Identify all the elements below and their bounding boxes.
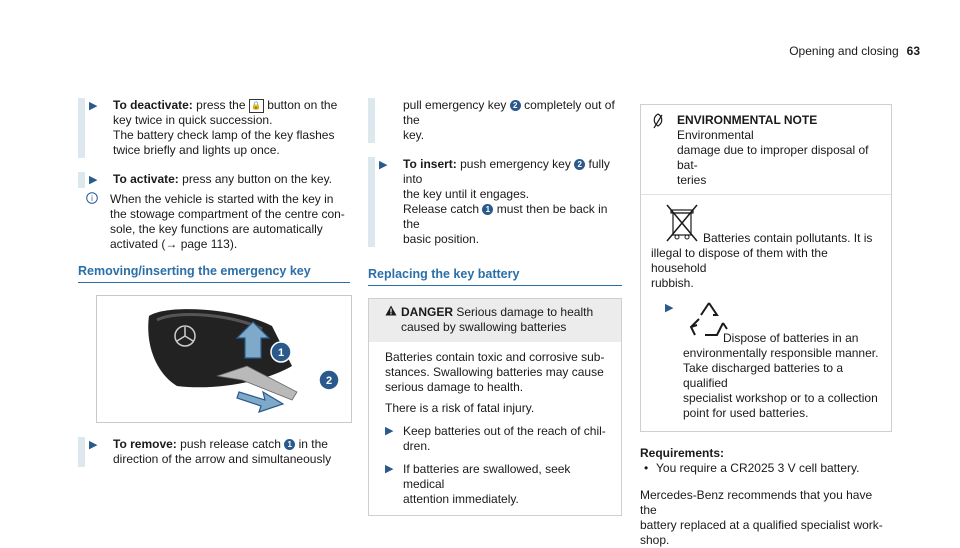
text: button on the xyxy=(267,98,338,112)
text: in the xyxy=(298,437,328,451)
callout-1-badge: 1 xyxy=(284,439,295,450)
text: shop. xyxy=(640,533,670,547)
step-arrow-icon: ▶ xyxy=(89,439,98,451)
section-heading-battery: Replacing the key battery xyxy=(368,267,622,286)
callout-1-badge: 1 xyxy=(482,204,493,215)
text: key. xyxy=(403,128,425,142)
step-remove-continued xyxy=(368,98,622,143)
callout-2 xyxy=(319,370,339,390)
step-arrow-icon: ▶ xyxy=(89,174,98,186)
text: Keep batteries out of the reach of chil- xyxy=(403,424,606,438)
svg-text:1: 1 xyxy=(277,347,285,359)
text: The battery check lamp of the key flashes xyxy=(113,128,335,142)
step-activate xyxy=(78,172,350,188)
text: Take discharged batteries to a qualified xyxy=(683,361,844,390)
svg-text:i: i xyxy=(91,194,93,203)
text: push emergency key xyxy=(460,157,571,171)
text: attention immediately. xyxy=(403,492,519,506)
danger-label: DANGER xyxy=(401,305,454,319)
text: direction of the arrow and simultaneously xyxy=(113,452,332,466)
danger-header xyxy=(369,299,621,342)
step-deactivate xyxy=(78,98,350,158)
bullet-dot: • xyxy=(644,461,649,475)
recycling-icon xyxy=(687,299,731,343)
text: basic position. xyxy=(403,232,480,246)
text: point for used batteries. xyxy=(683,406,809,420)
step-remove xyxy=(78,437,350,467)
environmental-note-body xyxy=(641,195,891,431)
text: press any button on the key. xyxy=(182,172,333,186)
step-arrow-icon: ▶ xyxy=(385,425,394,437)
lock-icon: 🔒 xyxy=(249,99,264,113)
recommendation-paragraph xyxy=(640,488,892,548)
danger-body xyxy=(369,342,621,515)
section-title: Opening and closing xyxy=(789,44,899,58)
text: Mercedes-Benz recommends that you have the xyxy=(640,488,873,517)
text: Serious damage to health xyxy=(456,305,594,319)
insert-label: To insert: xyxy=(403,157,457,171)
text: illegal to dispose of them with the household xyxy=(651,246,828,275)
text: press the xyxy=(196,98,246,112)
env-label: ENVIRONMENTAL NOTE xyxy=(677,113,818,127)
step-bar xyxy=(368,98,375,143)
section-heading-emergency-key: Removing/inserting the emergency key xyxy=(78,264,350,283)
step-bar xyxy=(78,98,85,158)
svg-text:2: 2 xyxy=(325,375,333,387)
info-note xyxy=(78,192,350,252)
text: key twice in quick succession. xyxy=(113,113,273,127)
step-bar xyxy=(78,172,85,188)
text: Environmental xyxy=(677,128,754,142)
callout-2-badge: 2 xyxy=(574,159,585,170)
environmental-note-header xyxy=(641,105,891,195)
text: stances. Swallowing batteries may cause xyxy=(385,365,604,379)
text: serious damage to health. xyxy=(385,380,524,394)
remove-label: To remove: xyxy=(113,437,177,451)
text: Batteries contain pollutants. It is xyxy=(703,231,873,245)
environmental-note-box xyxy=(640,104,892,432)
column-left xyxy=(78,98,350,481)
text: If batteries are swallowed, seek medical xyxy=(403,462,571,491)
callout-1 xyxy=(271,342,291,362)
text: battery replaced at a qualified specialist work- xyxy=(640,518,883,532)
text: Release catch xyxy=(403,202,480,216)
text: Batteries contain toxic and corrosive sub- xyxy=(385,350,605,364)
step-arrow-icon: ▶ xyxy=(379,159,388,171)
danger-step xyxy=(385,462,613,507)
text: activated (→ page 113). xyxy=(110,237,238,251)
page-header xyxy=(789,44,920,59)
danger-box xyxy=(368,298,622,516)
text: must then be back in the xyxy=(403,202,608,231)
text: teries xyxy=(677,173,707,187)
deactivate-label: To deactivate: xyxy=(113,98,193,112)
text: fully into xyxy=(403,157,610,186)
text: damage due to improper disposal of bat- xyxy=(677,143,869,172)
text: environmentally responsible manner. xyxy=(683,346,879,360)
step-bar xyxy=(368,157,375,247)
text: rubbish. xyxy=(651,276,694,290)
text: the key until it engages. xyxy=(403,187,530,201)
text: the stowage compartment of the centre con- xyxy=(110,207,345,221)
warning-triangle-icon xyxy=(385,305,401,335)
leaf-icon xyxy=(651,113,677,188)
info-icon xyxy=(78,192,110,252)
risk-text: There is a risk of fatal injury. xyxy=(385,401,535,415)
step-bar xyxy=(78,437,85,467)
step-arrow-icon: ▶ xyxy=(665,302,674,314)
step-arrow-icon: ▶ xyxy=(89,100,98,112)
requirements xyxy=(640,446,892,476)
text: When the vehicle is started with the key in xyxy=(110,192,334,206)
env-step xyxy=(665,301,881,421)
page-number: 63 xyxy=(906,44,920,58)
requirement-item xyxy=(640,461,892,476)
danger-step xyxy=(385,424,613,454)
activate-label: To activate: xyxy=(113,172,179,186)
key-figure xyxy=(96,295,352,423)
crossed-out-bin-icon xyxy=(665,203,699,247)
text: sole, the key functions are automatically xyxy=(110,222,323,236)
callout-2-badge: 2 xyxy=(510,100,521,111)
text: dren. xyxy=(403,439,431,453)
text: completely out of the xyxy=(403,98,615,127)
text: specialist workshop or to a collection xyxy=(683,391,878,405)
text: caused by swallowing batteries xyxy=(401,320,567,334)
text: twice briefly and lights up once. xyxy=(113,143,280,157)
text: push release catch xyxy=(180,437,281,451)
column-middle xyxy=(368,98,622,526)
step-insert xyxy=(368,157,622,247)
text: You require a CR2025 3 V cell battery. xyxy=(656,461,860,475)
text: pull emergency key xyxy=(403,98,507,112)
text: Dispose of batteries in an xyxy=(723,331,859,345)
requirements-heading: Requirements: xyxy=(640,446,725,460)
step-arrow-icon: ▶ xyxy=(385,463,394,475)
column-right xyxy=(640,104,892,548)
